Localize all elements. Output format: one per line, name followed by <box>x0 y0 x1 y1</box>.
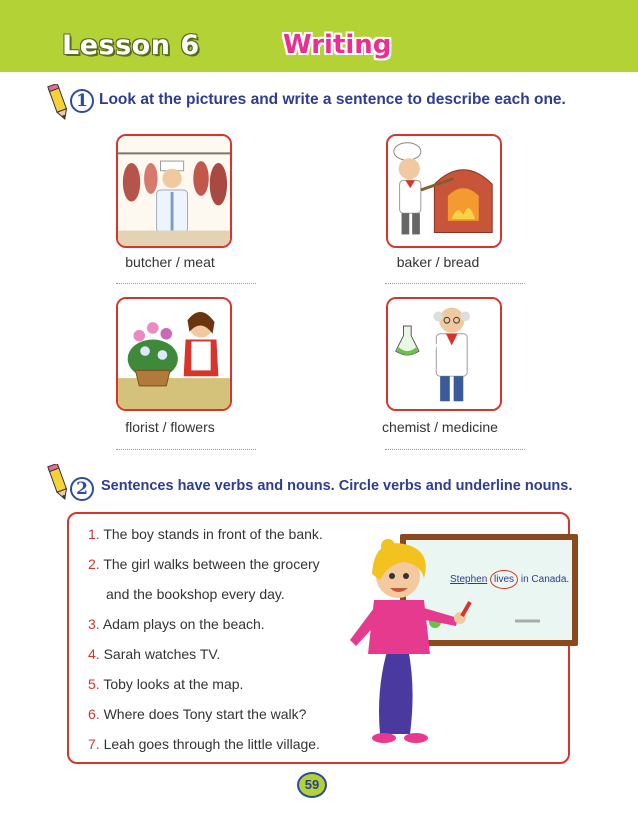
sentence-text: Sarah watches TV. <box>103 646 221 662</box>
sentence-text: and the bookshop every day. <box>106 586 285 602</box>
florist-icon <box>118 299 230 409</box>
sentence-item[interactable] <box>88 526 323 542</box>
board-sentence <box>450 570 569 589</box>
answer-line-1[interactable] <box>116 283 256 284</box>
girl-whiteboard-illustration <box>340 528 580 746</box>
header-bar <box>0 0 638 72</box>
sentence-number: 7. <box>88 736 100 752</box>
butcher-icon <box>118 136 230 246</box>
sentence-text: The girl walks between the grocery <box>103 556 320 572</box>
lesson-title: Lesson 6 <box>62 30 200 61</box>
exercise-1-instruction: Look at the pictures and write a sentence to describe each one. <box>99 91 566 108</box>
sentence-text: The boy stands in front of the bank. <box>103 526 323 542</box>
section-title: Writing <box>283 30 392 60</box>
chemist-icon <box>388 299 500 409</box>
picture-butcher <box>116 134 232 248</box>
sentence-text: Adam plays on the beach. <box>102 616 265 632</box>
sentence-item[interactable] <box>88 706 306 722</box>
sentence-number: 4. <box>88 646 100 662</box>
exercise-2-number: 2 <box>70 477 94 501</box>
board-noun: Stephen <box>450 574 488 585</box>
caption-florist: florist / flowers <box>125 419 215 435</box>
sentence-text: Toby looks at the map. <box>103 676 244 692</box>
answer-line-3[interactable] <box>116 449 256 450</box>
picture-chemist <box>386 297 502 411</box>
sentence-number: 6. <box>88 706 100 722</box>
exercise-2-instruction: Sentences have verbs and nouns. Circle verbs and underline nouns. <box>101 478 573 494</box>
sentence-text: Leah goes through the little village. <box>103 736 320 752</box>
sentence-text: Where does Tony start the walk? <box>103 706 307 722</box>
answer-line-2[interactable] <box>385 283 525 284</box>
sentence-item[interactable] <box>88 736 320 752</box>
answer-line-4[interactable] <box>385 449 525 450</box>
sentence-number: 5. <box>88 676 100 692</box>
picture-florist <box>116 297 232 411</box>
caption-chemist: chemist / medicine <box>382 419 498 435</box>
pencil-icon <box>46 464 72 502</box>
sentence-item[interactable] <box>106 586 285 602</box>
sentence-item[interactable] <box>88 556 320 572</box>
sentence-item[interactable] <box>88 616 265 632</box>
sentence-number: 2. <box>88 556 100 572</box>
caption-butcher: butcher / meat <box>125 254 215 270</box>
board-rest: in Canada. <box>520 574 570 585</box>
exercise-1-number: 1 <box>70 89 94 113</box>
sentence-number: 3. <box>88 616 100 632</box>
picture-baker <box>386 134 502 248</box>
page-number: 59 <box>297 772 327 798</box>
sentence-item[interactable] <box>88 676 243 692</box>
board-verb: lives <box>490 570 518 589</box>
baker-icon <box>388 136 500 246</box>
caption-baker: baker / bread <box>396 254 480 270</box>
sentence-item[interactable] <box>88 646 220 662</box>
pencil-icon <box>46 84 72 122</box>
sentence-number: 1. <box>88 526 100 542</box>
